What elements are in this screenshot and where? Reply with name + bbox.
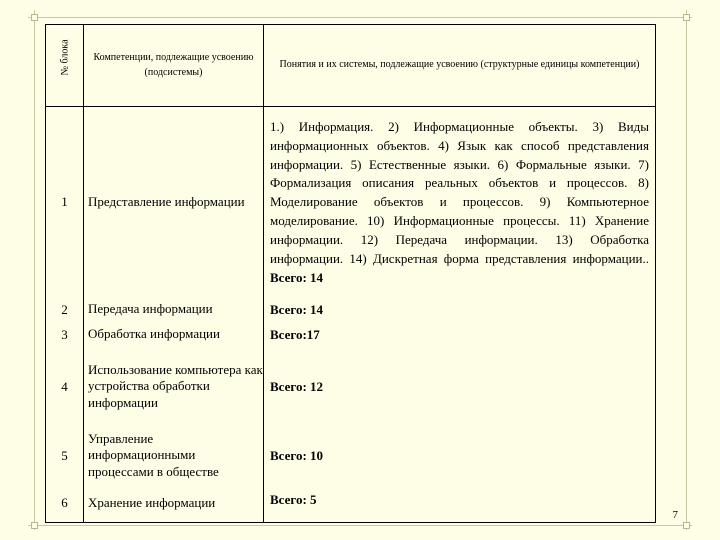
frame-corner-bottom-left: [31, 522, 38, 529]
row-total: Всего:17: [264, 323, 656, 347]
table-row-2: [46, 297, 656, 323]
frame-right-line: [686, 10, 687, 530]
row-total: Всего: 10: [264, 427, 656, 485]
table-row-5: [46, 427, 656, 485]
table-row-4: [46, 347, 656, 427]
row-number: 5: [46, 427, 84, 485]
row-total: Всего: 12: [264, 347, 656, 427]
table-row-1: [46, 107, 656, 297]
row-number: 3: [46, 323, 84, 347]
row-number: 1: [46, 107, 84, 297]
frame-corner-bottom-right: [683, 522, 690, 529]
header-block-number-label: № блока: [59, 39, 70, 76]
row-competency: Представление информации: [84, 107, 264, 297]
row-competency: Обработка информации: [84, 323, 264, 347]
frame-bottom-line: [28, 525, 692, 526]
row-competency: Хранение информации: [84, 485, 264, 523]
table-row-6: [46, 485, 656, 523]
row-concepts: [264, 107, 656, 297]
frame-corner-top-right: [683, 14, 690, 21]
row-total: Всего: 5: [264, 485, 656, 523]
row-total: Всего: 14: [264, 297, 656, 323]
row-competency: Управление информационными процессами в обществе: [84, 427, 264, 485]
row-competency: Использование компьютера как устройства обработки информации: [84, 347, 264, 427]
page-number: 7: [672, 509, 678, 521]
header-block-number: [46, 25, 84, 107]
table-row-3: [46, 323, 656, 347]
header-row: [46, 25, 656, 107]
header-concepts: Понятия и их системы, подлежащие усвоению (структурные единицы компетенции): [264, 25, 656, 107]
row-total: Всего: 14: [270, 269, 324, 285]
header-competencies: Компетенции, подлежащие усвоению (подсистемы): [84, 25, 264, 107]
frame-corner-top-left: [31, 14, 38, 21]
row-competency: Передача информации: [84, 297, 264, 323]
concepts-text: 1.) Информация. 2) Информационные объекты. 3) Виды информационных объектов. 4) Язык как способ представления информации. 5) Естественные языки. 6) Формальные языки. 7) Формализация описания реальных объектов и процессов. 8) Моделирование объектов и процессов. 9) Компьютерное моделирование. 10) Информационные процессы. 11) Хранение информации. 12) Передача информации. 13) Обработка информации. 14) Дискретная форма представления информации..: [270, 118, 649, 266]
row-number: 4: [46, 347, 84, 427]
competencies-table: [45, 24, 656, 523]
row-number: 2: [46, 297, 84, 323]
row-number: 6: [46, 485, 84, 523]
frame-left-line: [34, 10, 35, 530]
frame-top-line: [28, 17, 692, 18]
